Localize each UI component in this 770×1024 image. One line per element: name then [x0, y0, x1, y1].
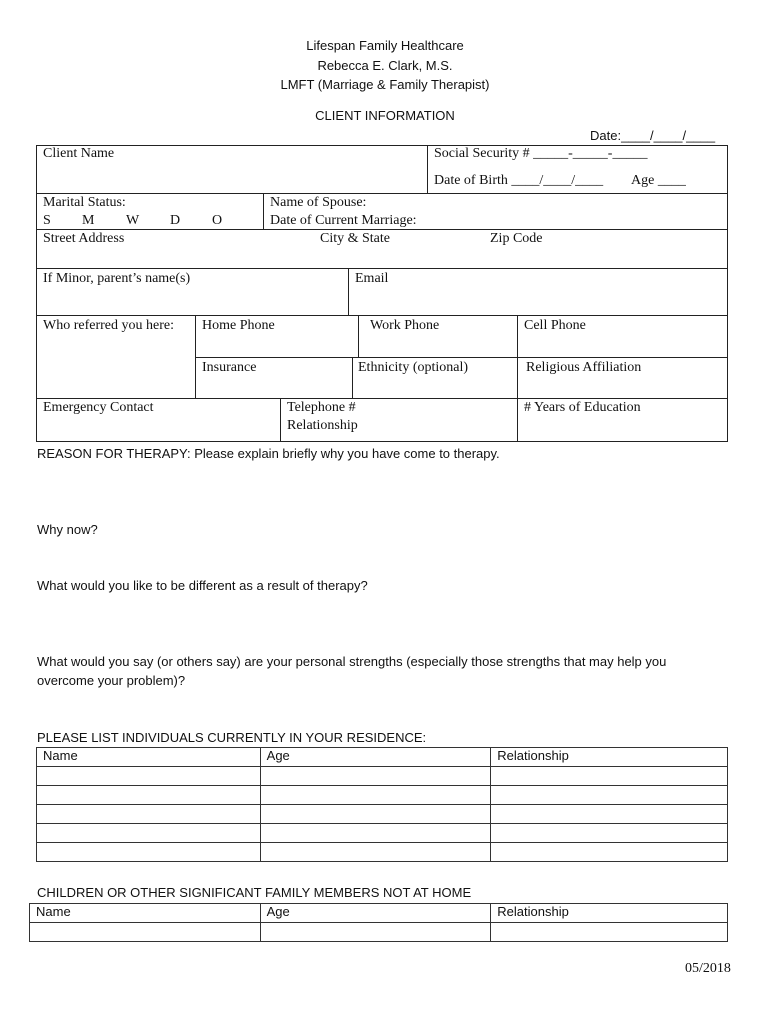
marital-option-d[interactable]: D: [170, 213, 181, 228]
reason-question: REASON FOR THERAPY: Please explain briefly why you have come to therapy.: [37, 446, 500, 461]
work-phone-field[interactable]: Work Phone: [370, 318, 440, 333]
col-name-header: Name: [37, 748, 261, 767]
table-cell[interactable]: [37, 786, 261, 805]
city-state-field[interactable]: City & State: [320, 231, 390, 246]
table-cell[interactable]: [37, 805, 261, 824]
table-cell[interactable]: [491, 805, 728, 824]
family-title: CHILDREN OR OTHER SIGNIFICANT FAMILY MEMBERS NOT AT HOME: [37, 885, 472, 900]
street-address-field[interactable]: Street Address: [43, 231, 125, 246]
therapist-credential: LMFT (Marriage & Family Therapist): [280, 77, 490, 92]
table-cell[interactable]: [260, 805, 491, 824]
ssn-field[interactable]: Social Security # _____-_____-_____: [434, 146, 648, 161]
telephone-field[interactable]: Telephone #: [287, 400, 356, 415]
table-cell[interactable]: [30, 923, 261, 942]
minor-parents-field[interactable]: If Minor, parent’s name(s): [43, 271, 191, 286]
table-header-row: [37, 748, 728, 767]
marital-option-m[interactable]: M: [82, 213, 95, 228]
cell-phone-field[interactable]: Cell Phone: [524, 318, 586, 333]
marital-option-o[interactable]: O: [212, 213, 223, 228]
table-cell[interactable]: [491, 923, 728, 942]
practice-name: Lifespan Family Healthcare: [306, 38, 464, 53]
table-cell[interactable]: [491, 824, 728, 843]
therapist-name: Rebecca E. Clark, M.S.: [317, 58, 453, 73]
strengths-question-line1: What would you say (or others say) are your personal strengths (especially those strengths that may help you: [37, 654, 667, 669]
email-field[interactable]: Email: [355, 271, 389, 286]
home-phone-field[interactable]: Home Phone: [202, 318, 275, 333]
different-question: What would you like to be different as a result of therapy?: [37, 578, 368, 593]
why-now-question: Why now?: [37, 522, 98, 537]
table-cell[interactable]: [37, 767, 261, 786]
table-header-row: [30, 904, 728, 923]
date-field[interactable]: Date:____/____/____: [590, 128, 716, 143]
spouse-name-field[interactable]: Name of Spouse:: [270, 195, 367, 210]
residence-table: [36, 747, 728, 862]
table-row[interactable]: [37, 843, 728, 862]
col-relationship-header: Relationship: [491, 748, 728, 767]
table-cell[interactable]: [260, 843, 491, 862]
referred-by-field[interactable]: Who referred you here:: [43, 318, 174, 333]
relationship-field[interactable]: Relationship: [287, 418, 358, 433]
table-cell[interactable]: [37, 843, 261, 862]
zip-code-field[interactable]: Zip Code: [490, 231, 543, 246]
marriage-date-field[interactable]: Date of Current Marriage:: [270, 213, 417, 228]
education-field[interactable]: # Years of Education: [524, 400, 641, 415]
table-cell[interactable]: [491, 843, 728, 862]
table-row[interactable]: [30, 923, 728, 942]
emergency-contact-field[interactable]: Emergency Contact: [43, 400, 154, 415]
ethnicity-field[interactable]: Ethnicity (optional): [358, 360, 469, 375]
table-cell[interactable]: [260, 786, 491, 805]
table-row[interactable]: [37, 805, 728, 824]
marital-option-s[interactable]: S: [43, 213, 51, 228]
table-cell[interactable]: [37, 824, 261, 843]
strengths-question-line2: overcome your problem)?: [37, 673, 186, 688]
table-cell[interactable]: [260, 767, 491, 786]
age-field[interactable]: Age ____: [631, 173, 686, 188]
col-name-header: Name: [30, 904, 261, 923]
table-cell[interactable]: [260, 923, 491, 942]
col-age-header: Age: [260, 748, 491, 767]
table-row[interactable]: [37, 767, 728, 786]
table-cell[interactable]: [491, 767, 728, 786]
marital-option-w[interactable]: W: [126, 213, 140, 228]
marital-status-label: Marital Status:: [43, 195, 126, 210]
col-age-header: Age: [260, 904, 491, 923]
table-cell[interactable]: [260, 824, 491, 843]
client-name-field[interactable]: Client Name: [43, 146, 115, 161]
form-title: CLIENT INFORMATION: [315, 108, 455, 123]
col-relationship-header: Relationship: [491, 904, 728, 923]
insurance-field[interactable]: Insurance: [202, 360, 257, 375]
family-table: [29, 903, 728, 942]
table-cell[interactable]: [491, 786, 728, 805]
religion-field[interactable]: Religious Affiliation: [526, 360, 642, 375]
revision-date: 05/2018: [685, 961, 731, 976]
dob-field[interactable]: Date of Birth ____/____/____: [434, 173, 604, 188]
residence-title: PLEASE LIST INDIVIDUALS CURRENTLY IN YOUR RESIDENCE:: [37, 730, 427, 745]
table-row[interactable]: [37, 824, 728, 843]
table-row[interactable]: [37, 786, 728, 805]
